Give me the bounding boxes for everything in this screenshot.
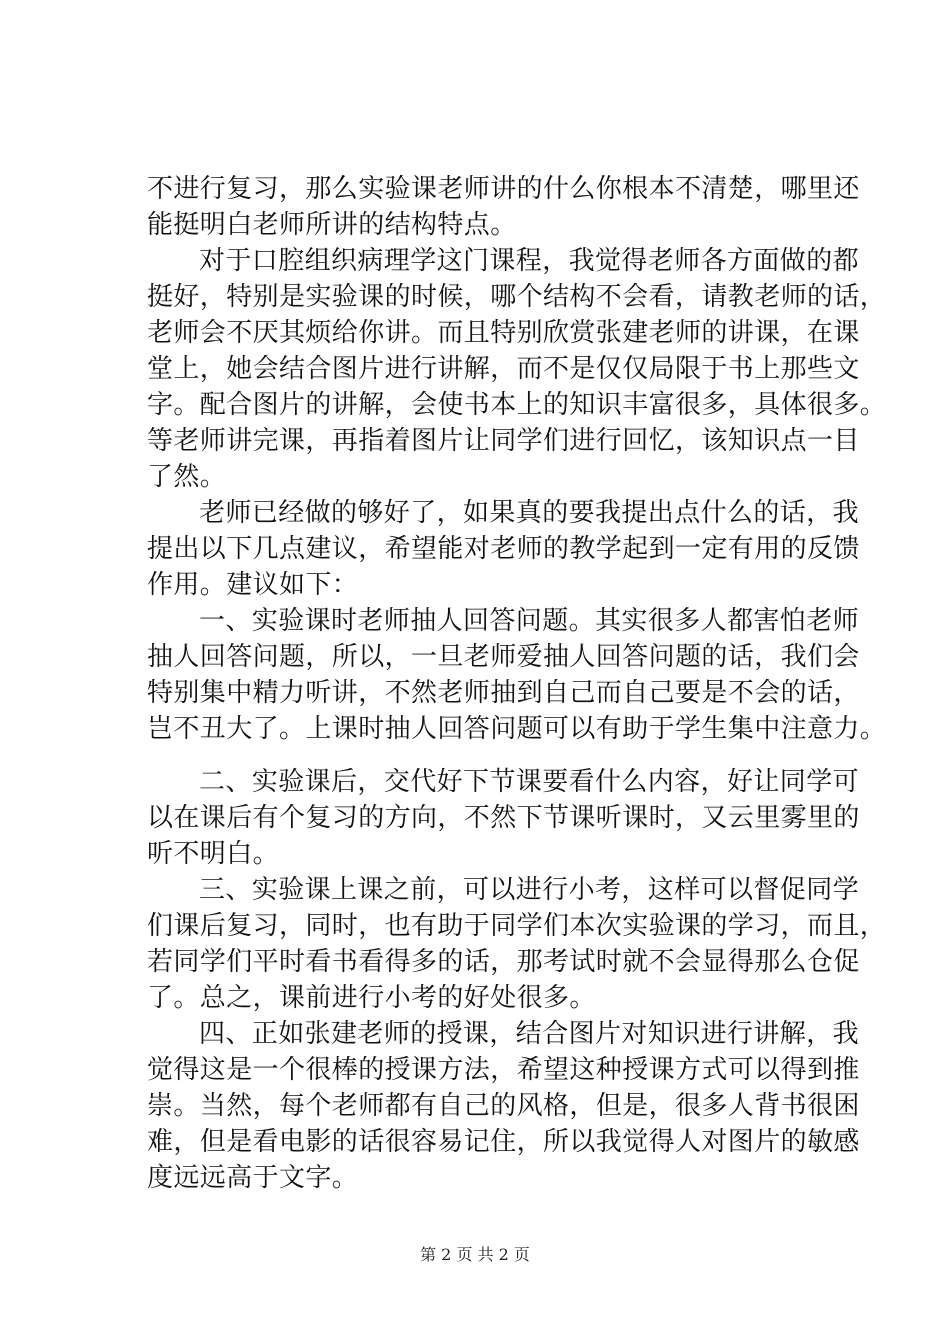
text-line: 作用。建议如下： [147, 570, 359, 600]
text-line: 们课后复习，同时，也有助于同学们本次实验课的学习，而且， [147, 911, 887, 941]
text-line: 一、实验课时老师抽人回答问题。其实很多人都害怕老师 [199, 606, 860, 636]
text-line: 度远远高于文字。 [147, 1163, 359, 1193]
text-line: 难，但是看电影的话很容易记住，所以我觉得人对图片的敏感 [147, 1127, 860, 1157]
text-line: 二、实验课后，交代好下节课要看什么内容，好让同学可 [199, 767, 860, 797]
text-line: 提出以下几点建议，希望能对老师的教学起到一定有用的反馈 [147, 534, 860, 564]
paragraph-gap [147, 747, 837, 764]
document-body [147, 171, 887, 1196]
text-line: 挺好，特别是实验课的时候，哪个结构不会看，请教老师的话， [147, 282, 887, 312]
text-line: 四、正如张建老师的授课，结合图片对知识进行讲解，我 [199, 1019, 860, 1049]
text-line: 对于口腔组织病理学这门课程，我觉得老师各方面做的都 [199, 246, 860, 276]
text-line: 堂上，她会结合图片进行讲解，而不是仅仅局限于书上那些文 [147, 354, 860, 384]
text-line: 觉得这是一个很棒的授课方法，希望这种授课方式可以得到推 [147, 1055, 860, 1085]
text-line: 字。配合图片的讲解，会使书本上的知识丰富很多，具体很多。 [147, 390, 887, 420]
text-line: 岂不丑大了。上课时抽人回答问题可以有助于学生集中注意力。 [147, 714, 887, 744]
text-line: 崇。当然，每个老师都有自己的风格，但是，很多人背书很困 [147, 1091, 860, 1121]
text-line: 老师会不厌其烦给你讲。而且特别欣赏张建老师的讲课，在课 [147, 318, 860, 348]
text-line: 以在课后有个复习的方向，不然下节课听课时，又云里雾里的 [147, 803, 860, 833]
text-line: 能挺明白老师所讲的结构特点。 [147, 210, 517, 240]
text-line: 老师已经做的够好了，如果真的要我提出点什么的话，我 [199, 498, 860, 528]
text-line: 抽人回答问题，所以，一旦老师爱抽人回答问题的话，我们会 [147, 642, 860, 672]
text-line: 了然。 [147, 462, 227, 492]
page-footer: 第 2 页 共 2 页 [420, 1245, 530, 1264]
text-line: 听不明白。 [147, 839, 280, 869]
text-line: 若同学们平时看书看得多的话，那考试时就不会显得那么仓促 [147, 947, 860, 977]
text-line: 不进行复习，那么实验课老师讲的什么你根本不清楚，哪里还 [147, 174, 860, 204]
text-line: 了。总之，课前进行小考的好处很多。 [147, 983, 596, 1013]
text-line: 三、实验课上课之前，可以进行小考，这样可以督促同学 [199, 875, 860, 905]
text-line: 等老师讲完课，再指着图片让同学们进行回忆，该知识点一目 [147, 426, 860, 456]
text-line: 特别集中精力听讲，不然老师抽到自己而自己要是不会的话， [147, 678, 860, 708]
